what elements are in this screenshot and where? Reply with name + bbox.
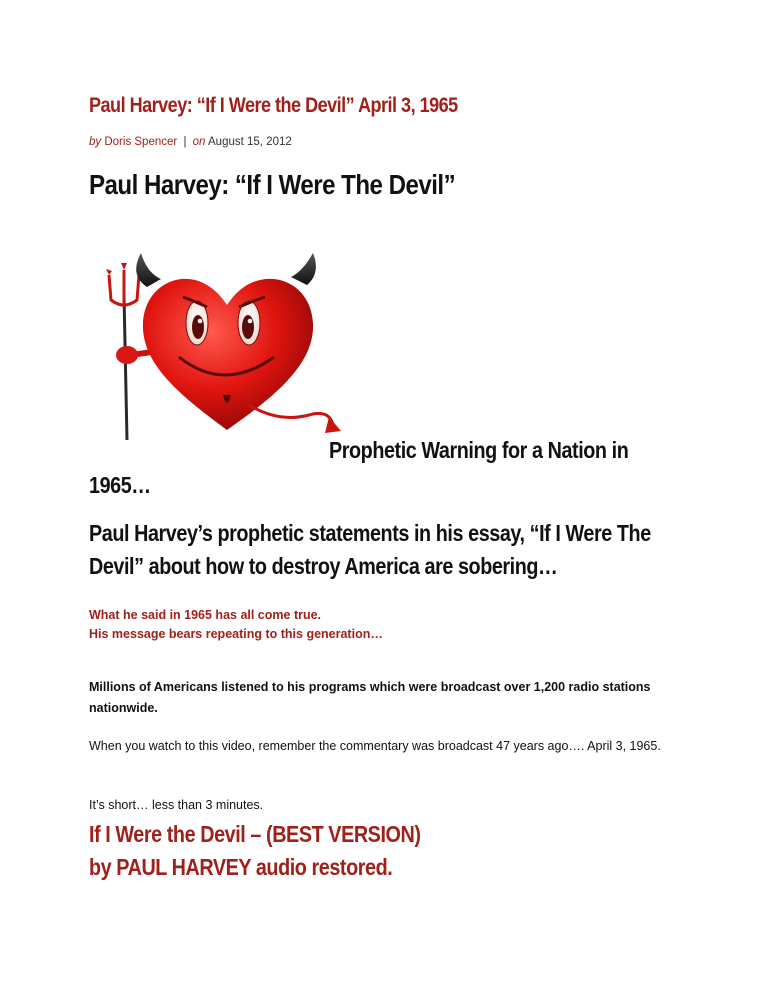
byline-by: by [89,136,102,148]
video-title[interactable] [89,818,420,884]
devil-heart-icon [89,245,349,445]
highlight-line2: His message bears repeating to this generation… [89,627,383,641]
paragraph-broadcast: Millions of Americans listened to his programs which were broadcast over 1,200 radio stations nationwide. [89,679,651,715]
highlight-text [89,606,383,644]
paragraph-video-note: When you watch to this video, remember the commentary was broadcast 47 years ago…. April 3, 1965. [89,738,661,753]
byline-date: August 15, 2012 [208,136,292,148]
author-link[interactable]: Doris Spencer [104,136,178,148]
article-heading: Paul Harvey: “If I Were The Devil” [89,169,456,200]
highlight-line1: What he said in 1965 has all come true. [89,608,322,622]
warning-heading-line2: 1965… [89,472,151,498]
subheading: Paul Harvey’s prophetic statements in his essay, “If I Were The Devil” about how to destroy America are sobering… [89,520,651,579]
video-title-line1[interactable]: If I Were the Devil – (BEST VERSION) [89,821,421,847]
warning-heading-line1: Prophetic Warning for a Nation in [329,437,629,463]
article-title[interactable]: Paul Harvey: “If I Were the Devil” April 3, 1965 [89,94,458,117]
byline-separator: | [183,136,187,148]
article-page [89,0,689,994]
byline-on: on [192,136,206,148]
video-title-line2[interactable]: by PAUL HARVEY audio restored. [89,854,393,880]
byline [89,136,292,148]
paragraph-duration: It’s short… less than 3 minutes. [89,797,264,812]
